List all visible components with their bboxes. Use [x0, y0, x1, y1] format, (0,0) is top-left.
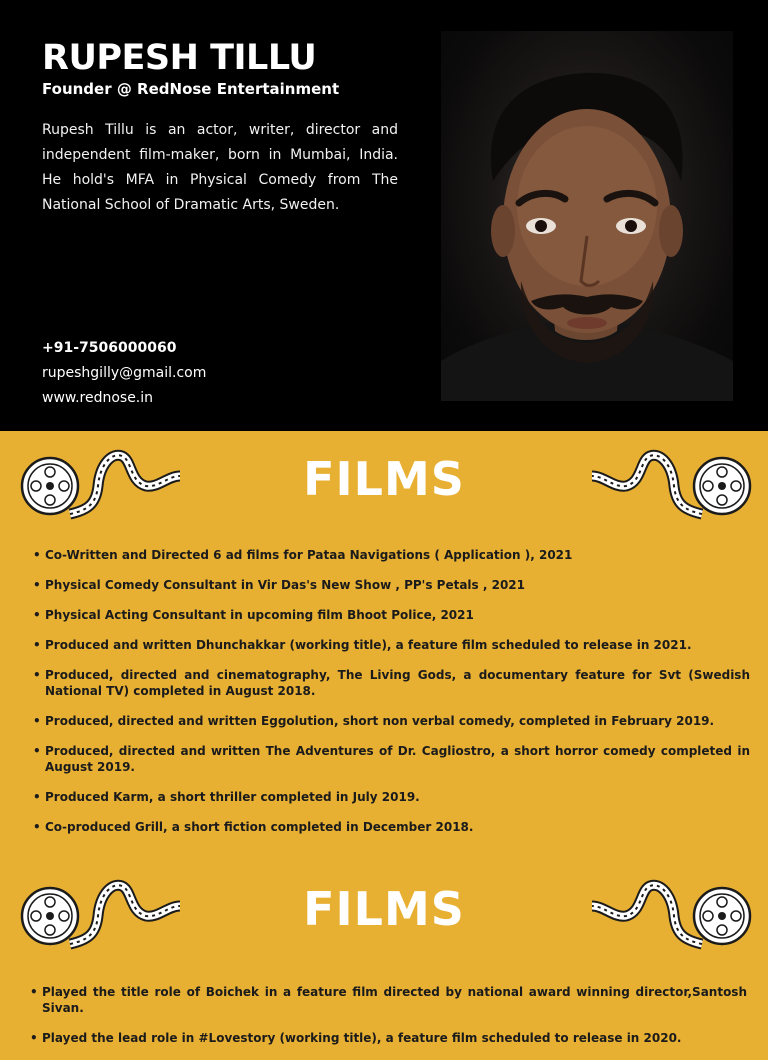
list-item: • Co-Written and Directed 6 ad films for Pataa Navigations ( Application ), 2021	[33, 548, 573, 562]
films-list	[33, 547, 750, 849]
list-item: • Produced, directed and written Eggolution, short non verbal comedy, completed in February 2019.	[33, 714, 715, 728]
list-item: • Produced, directed and cinematography, The Living Gods, a documentary feature for Svt (Swedish National TV) completed in August 2018.	[33, 668, 750, 698]
bio-text: Rupesh Tillu is an actor, writer, director and independent film-maker, born in Mumbai, India. He hold's MFA in Physical Comedy from The National School of Dramatic Arts, Sweden.	[42, 122, 398, 213]
bullet-icon: •	[33, 790, 41, 804]
bullet-icon: •	[33, 578, 41, 592]
website-link[interactable]: www.rednose.in	[42, 390, 154, 406]
section-title-films: FILMS	[303, 882, 465, 936]
list-item: • Played the title role of Boichek in a feature film directed by national award winning director,Santosh Sivan.	[30, 985, 747, 1015]
person-name: RUPESH TILLU	[42, 38, 317, 78]
film-reel-icon	[590, 876, 754, 962]
bullet-icon: •	[30, 1031, 38, 1045]
contact-block	[42, 336, 206, 411]
bullet-icon: •	[30, 985, 38, 999]
list-item: • Physical Acting Consultant in upcoming film Bhoot Police, 2021	[33, 608, 474, 622]
bullet-icon: •	[33, 820, 41, 834]
bullet-icon: •	[33, 744, 41, 758]
job-title: Founder @ RedNose Entertainment	[42, 80, 340, 98]
email-address[interactable]: rupeshgilly@gmail.com	[42, 365, 207, 381]
bullet-icon: •	[33, 714, 41, 728]
bullet-icon: •	[33, 608, 41, 622]
list-item: • Produced Karm, a short thriller completed in July 2019.	[33, 790, 420, 804]
bullet-icon: •	[33, 668, 41, 682]
bullet-icon: •	[33, 638, 41, 652]
bullet-icon: •	[33, 548, 41, 562]
header-section	[0, 0, 768, 431]
list-item: • Produced, directed and written The Adventures of Dr. Cagliostro, a short horror comedy completed in August 2019.	[33, 744, 750, 774]
film-reel-icon	[590, 446, 754, 532]
films-list	[30, 984, 747, 1060]
profile-photo	[441, 31, 733, 401]
list-item: • Physical Comedy Consultant in Vir Das's New Show , PP's Petals , 2021	[33, 578, 525, 592]
list-item: • Played the lead role in #Lovestory (working title), a feature film scheduled to release in 2020.	[30, 1031, 682, 1045]
list-item: • Co-produced Grill, a short fiction completed in December 2018.	[33, 820, 474, 834]
phone-number[interactable]: +91-7506000060	[42, 340, 177, 356]
list-item: • Produced and written Dhunchakkar (working title), a feature film scheduled to release in 2021.	[33, 638, 692, 652]
section-title-films: FILMS	[303, 452, 465, 506]
